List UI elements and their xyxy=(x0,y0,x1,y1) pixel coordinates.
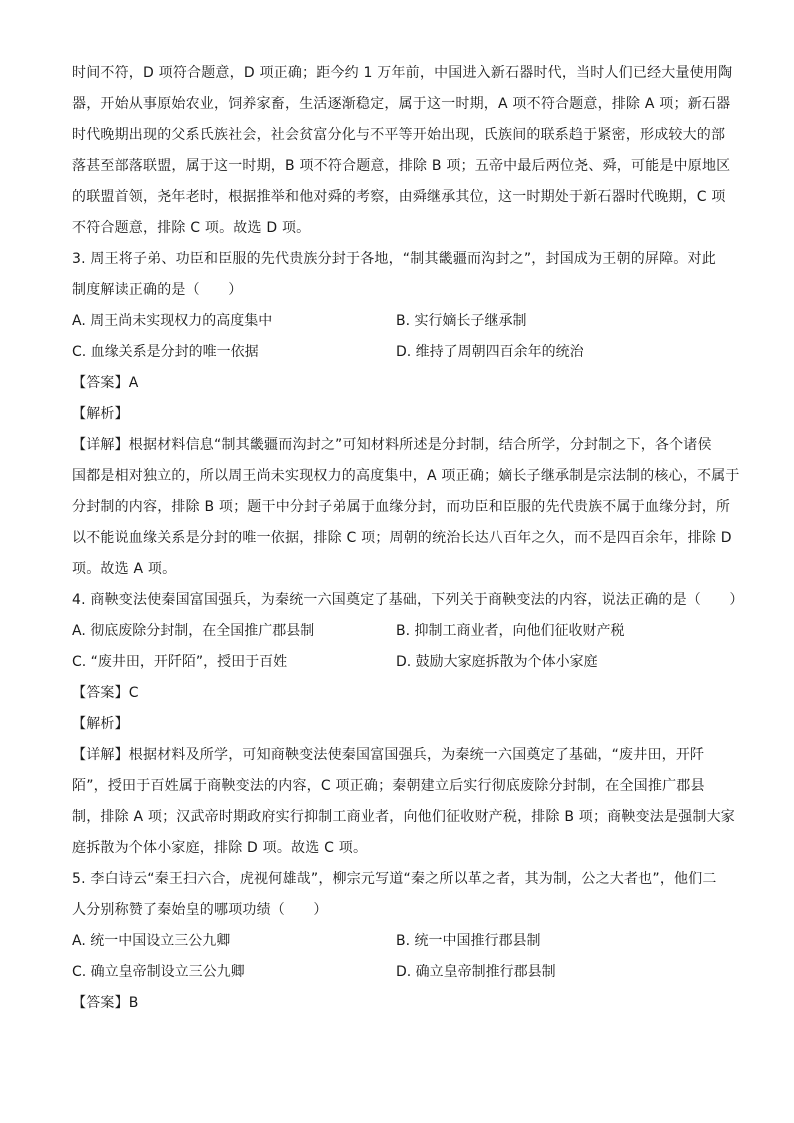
option-c: C. 确立皇帝制设立三公九卿 xyxy=(72,964,245,980)
question-stem: 3. 周王将子弟、功臣和臣服的先代贵族分封于各地，“制其畿疆而沟封之”，封国成为王朝的屏障。对此 xyxy=(72,251,716,267)
option-row xyxy=(72,616,727,647)
question-4 xyxy=(72,585,744,864)
answer-label: 【答案】C xyxy=(72,685,139,701)
detail-line: 庭拆散为个体小家庭，排除 D 项。故选 C 项。 xyxy=(72,840,368,856)
option-a: A. 彻底废除分封制，在全国推广郡县制 xyxy=(72,623,315,639)
option-row xyxy=(72,957,727,988)
answer-label: 【答案】A xyxy=(72,375,139,391)
question-stem: 4. 商鞅变法使秦国富国强兵，为秦统一六国奠定了基础，下列关于商鞅变法的内容，说法正确的是（ ） xyxy=(72,592,744,608)
question-3 xyxy=(72,244,740,585)
option-row xyxy=(72,337,727,368)
question-stem: 制度解读正确的是（ ） xyxy=(72,282,243,298)
detail-line: 分封制的内容，排除 B 项；题干中分封子弟属于血缘分封，而功臣和臣服的先代贵族不属于血缘分封，所 xyxy=(72,499,731,515)
detail-line: 国都是相对独立的，所以周王尚未实现权力的高度集中，A 项正确；嫡长子继承制是宗法制的核心，不属于 xyxy=(72,468,740,484)
option-row xyxy=(72,647,727,678)
detail-line: 制，排除 A 项；汉武帝时期政府实行抑制工商业者，向他们征收财产税，排除 B 项；商鞅变法是强制大家 xyxy=(72,809,735,825)
text-line: 时间不符，D 项符合题意，D 项正确；距今约 1 万年前，中国进入新石器时代，当时人们已经大量使用陶 xyxy=(72,65,733,81)
detail-line: 项。故选 A 项。 xyxy=(72,561,177,577)
question-stem: 5. 李白诗云“秦王扫六合，虎视何雄哉”，柳宗元写道“秦之所以革之者，其为制，公之大者也”，他们二 xyxy=(72,871,717,887)
option-row xyxy=(72,306,727,337)
option-d: D. 确立皇帝制推行郡县制 xyxy=(396,964,556,980)
detail-line: 【详解】根据材料及所学，可知商鞅变法使秦国富国强兵，为秦统一六国奠定了基础，“废井田，开阡 xyxy=(72,747,705,763)
detail-line: 以不能说血缘关系是分封的唯一依据，排除 C 项；周朝的统治长达八百年之久，而不是四百余年，排除 D xyxy=(72,530,732,546)
option-row xyxy=(72,926,727,957)
option-c: C. “废井田，开阡陌”，授田于百姓 xyxy=(72,654,288,670)
option-c: C. 血缘关系是分封的唯一依据 xyxy=(72,344,259,360)
option-b: B. 实行嫡长子继承制 xyxy=(396,313,527,329)
detail-line: 陌”，授田于百姓属于商鞅变法的内容，C 项正确；秦朝建立后实行彻底废除分封制，在全国推广郡县 xyxy=(72,778,705,794)
question-5 xyxy=(72,864,727,1019)
text-line: 器，开始从事原始农业，饲养家畜，生活逐渐稳定，属于这一时期，A 项不符合题意，排除 A 项；新石器 xyxy=(72,96,731,112)
question-stem: 人分别称赞了秦始皇的哪项功绩（ ） xyxy=(72,902,328,918)
option-b: B. 统一中国推行郡县制 xyxy=(396,933,541,949)
text-line: 时代晚期出现的父系氏族社会，社会贫富分化与不平等开始出现，氏族间的联系趋于紧密，形成较大的部 xyxy=(72,127,726,143)
document-page xyxy=(72,58,744,1019)
option-d: D. 鼓励大家庭拆散为个体小家庭 xyxy=(396,654,598,670)
analysis-label: 【解析】 xyxy=(72,406,129,422)
option-a: A. 周王尚未实现权力的高度集中 xyxy=(72,313,273,329)
option-b: B. 抑制工商业者，向他们征收财产税 xyxy=(396,623,625,639)
answer-label: 【答案】B xyxy=(72,995,139,1011)
analysis-label: 【解析】 xyxy=(72,716,129,732)
option-d: D. 维持了周朝四百余年的统治 xyxy=(396,344,584,360)
detail-line: 【详解】根据材料信息“制其畿疆而沟封之”可知材料所述是分封制，结合所学，分封制之下，各个诸侯 xyxy=(72,437,712,453)
text-line: 的联盟首领，尧年老时，根据推举和他对舜的考察，由舜继承其位，这一时期处于新石器时代晚期，C 项 xyxy=(72,189,726,205)
text-line: 不符合题意，排除 C 项。故选 D 项。 xyxy=(72,220,311,236)
option-a: A. 统一中国设立三公九卿 xyxy=(72,933,231,949)
previous-explanation xyxy=(72,58,733,244)
text-line: 落甚至部落联盟，属于这一时期，B 项不符合题意，排除 B 项；五帝中最后两位尧、舜，可能是中原地区 xyxy=(72,158,731,174)
